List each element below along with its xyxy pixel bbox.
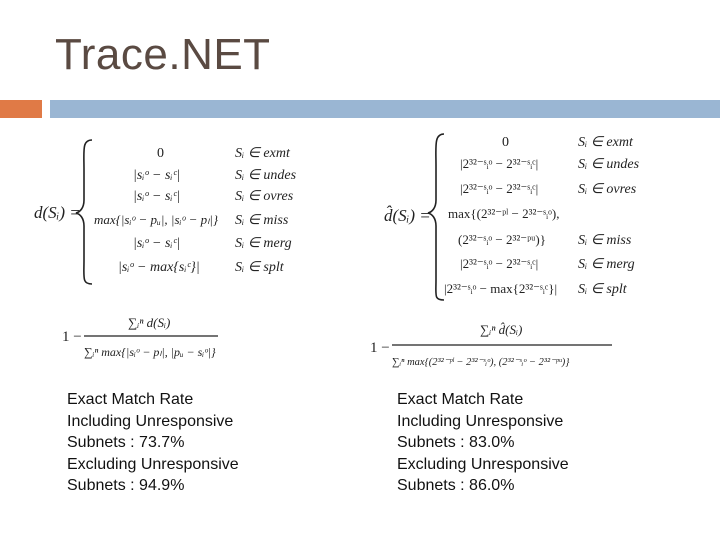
formula-left-case-cond: Sᵢ ∈ splt xyxy=(235,260,284,275)
stats-right-line: Subnets : 83.0% xyxy=(397,434,515,451)
stats-right-line: Including Unresponsive xyxy=(397,412,564,430)
formula-left-case-cond: Sᵢ ∈ merg xyxy=(235,236,292,251)
stats-left-line: Exact Match Rate xyxy=(67,391,194,408)
formula-left-ratio-denominator: ∑ᵢⁿ max{|sᵢᵒ − pₗ|, |pᵤ − sᵢᵒ|} xyxy=(84,345,216,359)
stats-left xyxy=(67,389,239,497)
formula-right-case-cond: Sᵢ ∈ exmt xyxy=(578,135,633,150)
formula-left-ratio-numerator: ∑ᵢⁿ d(Sᵢ) xyxy=(128,315,171,330)
stats-left-line: Subnets : 73.7% xyxy=(67,434,185,451)
formula-right-case-cond: Sᵢ ∈ merg xyxy=(578,257,635,272)
stats-right-line: Excluding Unresponsive xyxy=(397,455,569,473)
formula-right-case-cond: Sᵢ ∈ miss xyxy=(578,233,632,248)
stats-left-line: Excluding Unresponsive xyxy=(67,455,239,473)
formula-right xyxy=(370,134,640,368)
formula-left-case-expr: |sᵢᵒ − sᵢᶜ| xyxy=(133,236,181,251)
accent-bar-orange xyxy=(0,100,42,118)
formula-left-case-cond: Sᵢ ∈ miss xyxy=(235,213,289,228)
formula-left-brace xyxy=(76,140,92,284)
formula-left-case-expr: 0 xyxy=(157,146,164,161)
formula-left-case-cond: Sᵢ ∈ undes xyxy=(235,168,297,183)
formula-left-case-expr: |sᵢᵒ − sᵢᶜ| xyxy=(133,189,181,204)
formula-left-ratio-prefix: 1 − xyxy=(62,329,82,345)
formula-left-case-expr: |sᵢᵒ − max{sᵢᶜ}| xyxy=(118,260,200,275)
stats-left-line: Subnets : 94.9% xyxy=(67,477,185,494)
formula-left-case-expr: |sᵢᵒ − sᵢᶜ| xyxy=(133,168,181,183)
formula-right-ratio-prefix: 1 − xyxy=(370,340,390,356)
formula-right-lhs: d̂(Sᵢ) = xyxy=(384,206,431,225)
formula-right-case-expr: 0 xyxy=(502,135,509,150)
formula-right-case-expr: |2³²⁻ˢᵢᵒ − 2³²⁻ˢᵢᶜ| xyxy=(460,156,539,171)
formula-right-case-cond: Sᵢ ∈ undes xyxy=(578,157,640,172)
formula-left-case-cond: Sᵢ ∈ ovres xyxy=(235,189,294,204)
formula-right-case-expr: (2³²⁻ˢᵢᵒ − 2³²⁻ᵖᵘ)} xyxy=(458,232,546,247)
stats-right-line: Exact Match Rate xyxy=(397,391,524,408)
formula-left-lhs: d(Sᵢ) = xyxy=(34,203,81,222)
stats-right-line: Subnets : 86.0% xyxy=(397,477,515,494)
formula-left xyxy=(34,140,297,359)
formula-left-case-cond: Sᵢ ∈ exmt xyxy=(235,146,290,161)
formula-right-case-expr: |2³²⁻ˢᵢᵒ − 2³²⁻ˢᵢᶜ| xyxy=(460,256,539,271)
formula-right-case-cond: Sᵢ ∈ ovres xyxy=(578,182,637,197)
formula-right-case-expr: |2³²⁻ˢᵢᵒ − max{2³²⁻ˢᵢᶜ}| xyxy=(444,281,558,296)
formula-left-case-expr: max{|sᵢᵒ − pᵤ|, |sᵢᵒ − pₗ|} xyxy=(94,212,219,227)
formula-right-case-expr: |2³²⁻ˢᵢᵒ − 2³²⁻ˢᵢᶜ| xyxy=(460,181,539,196)
accent-bar-blue xyxy=(50,100,720,118)
formula-right-ratio-denominator: ∑ᵢⁿ max{(2³²⁻ᵖˡ − 2³²⁻ˢᵢᵒ), (2³²⁻ˢᵢᵒ − 2³²⁻ᵖᵘ)} xyxy=(392,357,570,368)
formula-right-case-cond: Sᵢ ∈ splt xyxy=(578,282,627,297)
formula-area xyxy=(0,120,720,380)
formula-right-case-expr: max{(2³²⁻ᵖˡ − 2³²⁻ˢᵢᵒ), xyxy=(448,206,560,221)
stats-left-line: Including Unresponsive xyxy=(67,412,234,430)
slide-title: Trace.NET xyxy=(55,30,271,79)
formula-right-ratio-numerator: ∑ᵢⁿ d̂(Sᵢ) xyxy=(480,322,523,337)
stats-right xyxy=(397,389,569,497)
